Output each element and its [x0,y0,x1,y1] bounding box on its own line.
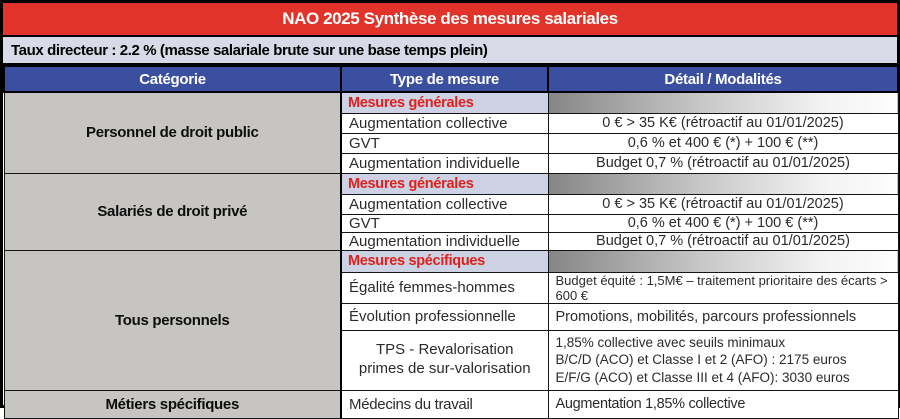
detail-cell: Augmentation 1,85% collective [548,390,898,418]
row-measures-header-public [4,92,898,113]
row-measures-header-tous [4,250,898,272]
detail-cell: 0,6 % et 400 € (*) + 100 € (**) [548,133,898,153]
type-cell: Augmentation collective [341,194,548,214]
measures-table [3,65,899,419]
detail-cell: Budget 0,7 % (rétroactif au 01/01/2025) [548,153,898,173]
type-cell: Médecins du travail [341,390,548,418]
col-header-category: Catégorie [4,66,341,92]
col-header-type: Type de mesure [341,66,548,92]
type-cell: Augmentation individuelle [341,153,548,173]
row-medecins [4,390,898,418]
tps-detail-line: B/C/D (ACO) et Classe I et 2 (AFO) : 2175 euros [555,352,847,368]
category-cell-tous: Tous personnels [4,250,341,390]
rate-strip [3,37,897,65]
rate-line: Taux directeur : 2.2 % (masse salariale brute sur une base temps plein) [11,41,488,59]
type-cell: GVT [341,214,548,232]
gradient-cell-public [548,92,898,113]
detail-cell: Promotions, mobilités, parcours professionnels [548,303,898,330]
measures-header-prive: Mesures générales [341,173,548,194]
type-cell: Évolution professionnelle [341,303,548,330]
measures-header-public: Mesures générales [341,92,548,113]
category-cell-public: Personnel de droit public [4,92,341,173]
header-row [4,66,898,92]
page-title: NAO 2025 Synthèse des mesures salariales [282,9,618,28]
gradient-cell-tous [548,250,898,272]
type-cell: Égalité femmes-hommes [341,272,548,303]
gradient-cell-prive [548,173,898,194]
category-cell-metiers: Métiers spécifiques [4,390,341,418]
detail-cell: 0 € > 35 K€ (rétroactif au 01/01/2025) [548,194,898,214]
detail-cell: Budget équité : 1,5M€ – traitement prioritaire des écarts > 600 € [548,272,898,303]
category-cell-prive: Salariés de droit privé [4,173,341,250]
tps-detail-line: 1,85% collective avec seuils minimaux [555,334,786,350]
tps-detail-line: E/F/G (ACO) et Classe III et 4 (AFO): 3030 euros [555,370,850,386]
measures-header-tous: Mesures spécifiques [341,250,548,272]
col-header-detail: Détail / Modalités [548,66,898,92]
type-cell: TPS - Revalorisation primes de sur-valorisation [341,330,548,390]
detail-cell: 0,6 % et 400 € (*) + 100 € (**) [548,214,898,232]
row-measures-header-prive [4,173,898,194]
title-banner [3,3,897,37]
detail-cell: Budget 0,7 % (rétroactif au 01/01/2025) [548,232,898,250]
detail-cell: 0 € > 35 K€ (rétroactif au 01/01/2025) [548,113,898,133]
detail-cell [548,330,898,390]
type-cell: Augmentation collective [341,113,548,133]
type-cell: GVT [341,133,548,153]
type-cell: Augmentation individuelle [341,232,548,250]
